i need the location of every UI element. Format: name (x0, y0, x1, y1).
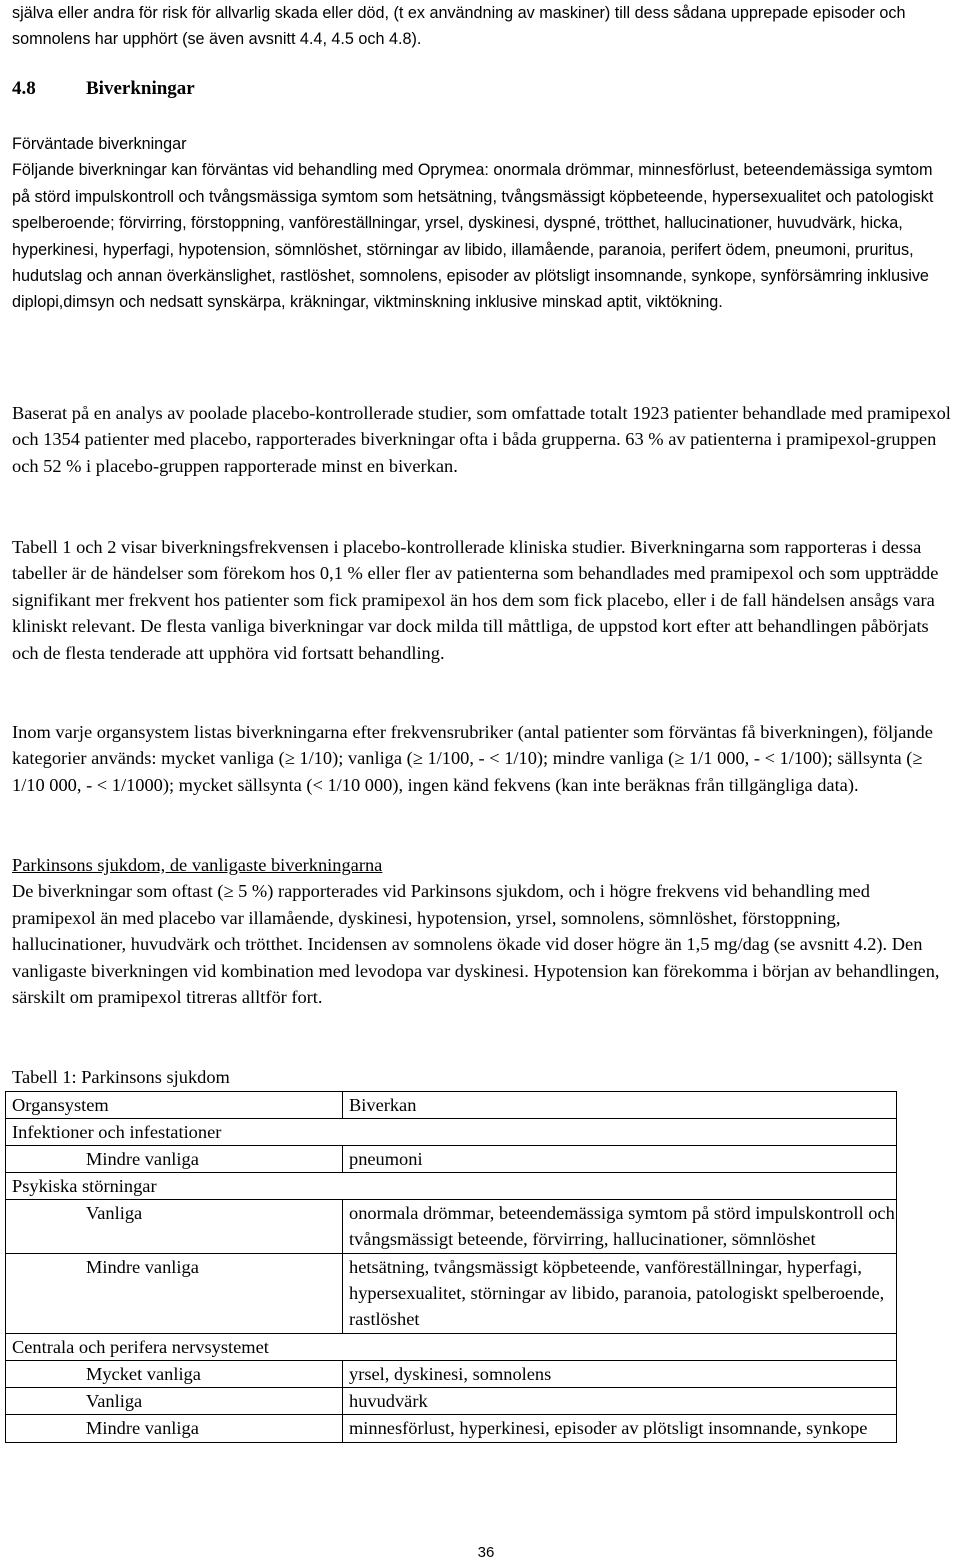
frequency-cell: Vanliga (6, 1200, 343, 1254)
tables-description-paragraph: Tabell 1 och 2 visar biverkningsfrekvensen i placebo-kontrollerade kliniska studier. Biverkningarna som rapporteras i dessa tabeller är de händelser som förekom hos 0,1 % eller fler av patienterna som behandlades med pramipexol och som uppträdde signifikant mer frekvent hos patienter som fick pramipexol än hos dem som fick placebo, eller i de fall händelsen ansågs vara kliniskt relevant. De flesta vanliga biverkningar var dock milda till måttliga, de uppstod kort efter att behandlingen påbörjats och de flesta tenderade att upphöra vid fortsatt behandling. (12, 537, 939, 663)
table-row (6, 1388, 897, 1415)
system-row (6, 1173, 897, 1200)
pooled-analysis-paragraph: Baserat på en analys av poolade placebo-kontrollerade studier, som omfattade totalt 1923 patienter behandlade med pramipexol och 1354 patienter med placebo, rapporterades biverkningar ofta i båda grupperna. 63 % av patienterna i pramipexol-gruppen och 52 % i placebo-gruppen rapporterade minst en biverkan. (12, 403, 951, 476)
section-title: Biverkningar (86, 78, 195, 99)
effects-cell: onormala drömmar, beteendemässiga symtom på störd impulskontroll och tvångsmässigt beteende, förvirring, hallucinationer, sömnlöshet (343, 1200, 897, 1254)
parkinson-heading: Parkinsons sjukdom, de vanligaste biverkningarna (12, 855, 383, 875)
system-name: Infektioner och infestationer (6, 1119, 343, 1146)
frequency-cell: Mindre vanliga (6, 1146, 343, 1173)
frequency-cell: Mindre vanliga (6, 1415, 343, 1443)
expected-effects-text: Följande biverkningar kan förväntas vid behandling med Oprymea: onormala drömmar, minnesförlust, beteendemässiga symtom på störd impulskontroll och tvångsmässiga symtom som hetsätning, tvångsmässigt köpbeteende, hypersexualitet och patologiskt spelberoende; förvirring, förstoppning, vanföreställningar, yrsel, dyskinesi, dyspné, trötthet, hallucinationer, huvudvärk, hicka, hyperkinesi, hyperfagi, hypotension, sömnlöshet, störningar av libido, illamående, paranoia, perifert ödem, pneumoni, pruritus, hudutslag och annan överkänslighet, rastlöshet, somnolens, episoder av plötsligt insomnande, synkope, synförsämring inklusive diplopi,dimsyn och nedsatt synskärpa, kräkningar, viktminskning inklusive minskad aptit, viktökning. (12, 161, 934, 312)
section-number: 4.8 (12, 78, 36, 99)
effects-cell: pneumoni (343, 1146, 897, 1173)
system-row (6, 1119, 897, 1146)
table-row (6, 1254, 897, 1334)
table-row (6, 1200, 897, 1254)
system-name: Psykiska störningar (6, 1173, 343, 1200)
adverse-effects-table (5, 1091, 897, 1443)
system-spacer (343, 1119, 897, 1146)
intro-paragraph: själva eller andra för risk för allvarlig skada eller död, (t ex användning av maskiner) till dess sådana upprepade episoder och somnolens har upphört (se även avsnitt 4.4, 4.5 och 4.8). (12, 4, 906, 49)
system-name: Centrala och perifera nervsystemet (6, 1334, 343, 1361)
system-spacer (343, 1334, 897, 1361)
frequency-cell: Mindre vanliga (6, 1254, 343, 1334)
page-number: 36 (477, 1544, 495, 1561)
frequency-cell: Mycket vanliga (6, 1361, 343, 1388)
parkinson-block (12, 852, 952, 1010)
effects-cell: yrsel, dyskinesi, somnolens (343, 1361, 897, 1388)
table-row (6, 1361, 897, 1388)
parkinson-text: De biverkningar som oftast (≥ 5 %) rapporterades vid Parkinsons sjukdom, och i högre frekvens vid behandling med pramipexol än med placebo var illamående, dyskinesi, hypotension, yrsel, somnolens, sömnlöshet, förstoppning, hallucinationer, huvudvärk och trötthet. Incidensen av somnolens ökade vid doser högre än 1,5 mg/dag (se avsnitt 4.2). Den vanligaste biverkningen vid kombination med levodopa var dyskinesi. Hypotension kan förekomma i början av behandlingen, särskilt om pramipexol titreras alltför fort. (12, 881, 940, 1008)
expected-effects-block (12, 131, 952, 316)
frequency-categories-paragraph: Inom varje organsystem listas biverkningarna efter frekvensrubriker (antal patienter som förväntas få biverkningen), följande kategorier används: mycket vanliga (≥ 1/10); vanliga (≥ 1/100, - < 1/10); mindre vanliga (≥ 1/1 000, - < 1/100); sällsynta (≥ 1/10 000, - < 1/1000); mycket sällsynta (< 1/10 000), ingen känd fekvens (kan inte beräknas från tillgängliga data). (12, 722, 933, 795)
table-row (6, 1415, 897, 1443)
expected-effects-heading: Förväntade biverkningar (12, 135, 187, 153)
table-header-row (6, 1092, 897, 1119)
effects-cell: minnesförlust, hyperkinesi, episoder av plötsligt insomnande, synkope (343, 1415, 897, 1443)
system-row (6, 1334, 897, 1361)
header-cell-organ-system: Organsystem (6, 1092, 343, 1119)
system-spacer (343, 1173, 897, 1200)
section-heading (12, 76, 195, 102)
table-row (6, 1146, 897, 1173)
header-cell-effect: Biverkan (343, 1092, 897, 1119)
table-caption: Tabell 1: Parkinsons sjukdom (12, 1067, 230, 1087)
frequency-cell: Vanliga (6, 1388, 343, 1415)
effects-cell: huvudvärk (343, 1388, 897, 1415)
effects-cell: hetsätning, tvångsmässigt köpbeteende, vanföreställningar, hyperfagi, hypersexualitet, störningar av libido, paranoia, patologiskt spelberoende, rastlöshet (343, 1254, 897, 1334)
